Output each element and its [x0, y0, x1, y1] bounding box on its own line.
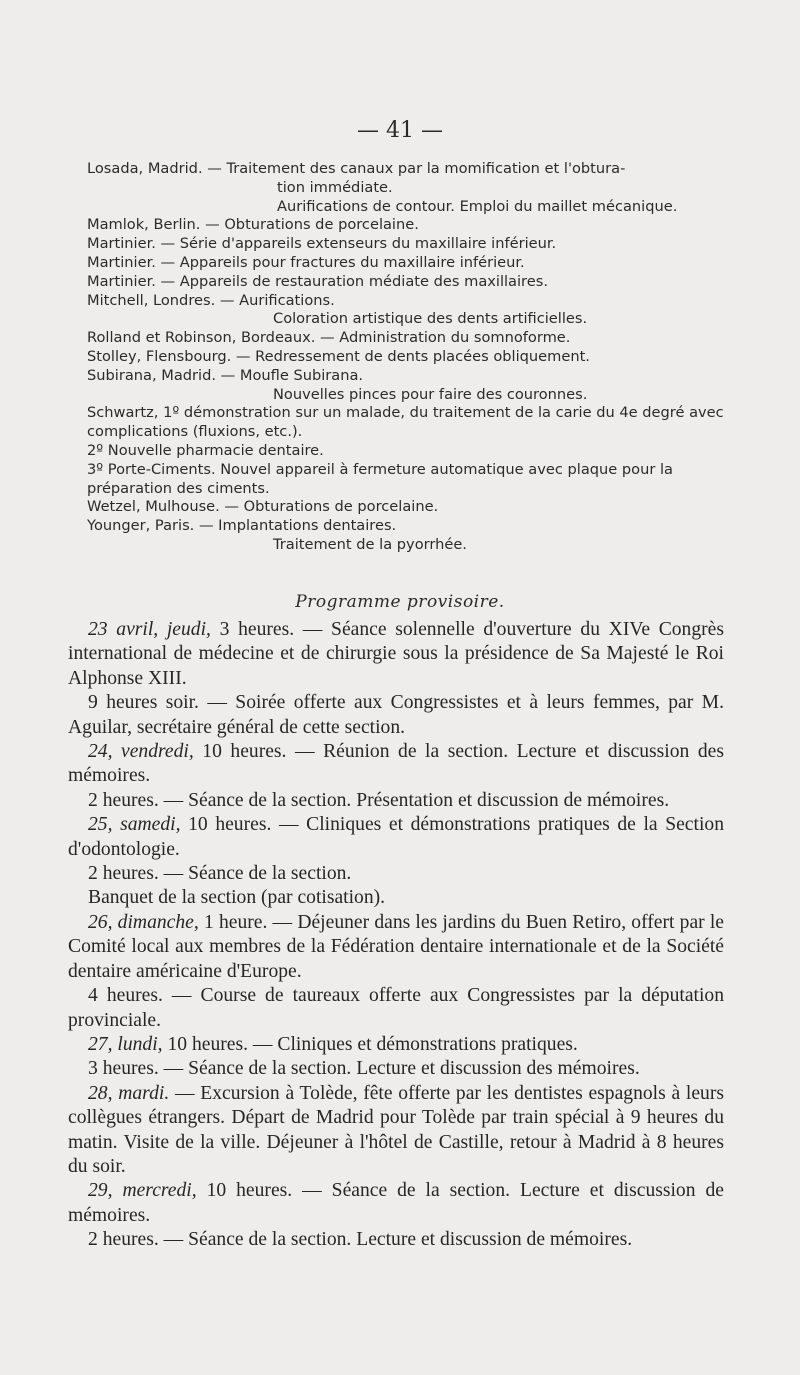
- programme-entry: [68, 618, 724, 691]
- programme-text: 10 heures. — Cliniques et démonstrations pratiques de la Section d'odontologie.: [68, 814, 724, 860]
- programme-date: 23 avril, jeudi,: [88, 619, 211, 640]
- programme-date: 29, mercredi,: [88, 1180, 197, 1202]
- exhibitor-line: Schwartz, 1º démonstration sur un malade, du traitement de la carie du 4e degré avec complications (fluxions, etc.).: [87, 404, 724, 441]
- programme-entry: [68, 813, 724, 862]
- programme-text: 4 heures. — Course de taureaux offerte aux Congressistes par la députation provinciale.: [68, 985, 724, 1031]
- exhibitor-line: Martinier. — Appareils pour fractures du maxillaire inférieur.: [87, 253, 525, 271]
- programme-text: 2 heures. — Séance de la section.: [88, 863, 352, 885]
- programme-entry: [68, 1033, 724, 1057]
- programme-text: 10 heures. — Cliniques et démonstrations pratiques.: [162, 1033, 578, 1055]
- programme-text: 3 heures. — Séance solennelle d'ouverture du XIVe Congrès international de médecine et de chirurgie sous la présidence de Sa Majesté le Roi Alphonse XIII.: [68, 619, 724, 689]
- programme-entry: [68, 1057, 724, 1081]
- exhibitor-line: Mamlok, Berlin. — Obturations de porcelaine.: [87, 216, 419, 234]
- exhibitor-line: Mitchell, Londres. — Aurifications.: [87, 291, 335, 309]
- exhibitor-line: Traitement de la pyorrhée.: [273, 535, 467, 553]
- programme-entry: [68, 862, 724, 886]
- programme-heading: Programme provisoire.: [295, 592, 505, 612]
- exhibitor-line: Martinier. — Appareils de restauration médiate des maxillaires.: [87, 272, 548, 290]
- exhibitor-line: Losada, Madrid. — Traitement des canaux par la momification et l'obtura-: [87, 160, 626, 177]
- exhibitor-line: 2º Nouvelle pharmacie dentaire.: [87, 441, 324, 459]
- exhibitor-line: Martinier. — Série d'appareils extenseurs du maxillaire inférieur.: [87, 235, 557, 253]
- programme-text: 9 heures soir. — Soirée offerte aux Congressistes et à leurs femmes, par M. Aguilar, secrétaire général de cette section.: [68, 692, 724, 738]
- exhibitor-line: Aurifications de contour. Emploi du maillet mécanique.: [277, 197, 678, 215]
- exhibitor-line: Nouvelles pinces pour faire des couronnes.: [273, 385, 588, 403]
- programme-date: 28, mardi.: [88, 1082, 170, 1104]
- programme-entry: [68, 789, 724, 813]
- programme-entry: [68, 1228, 724, 1252]
- programme-text: 1 heure. — Déjeuner dans les jardins du Buen Retiro, offert par le Comité local aux membres de la Fédération dentaire internationale et de la Société dentaire américaine d'Europe.: [68, 911, 725, 982]
- programme-list: [68, 618, 724, 1253]
- programme-text: 3 heures. — Séance de la section. Lecture et discussion des mémoires.: [88, 1058, 640, 1080]
- programme-entry: [68, 1082, 724, 1180]
- programme-date: 26, dimanche,: [88, 911, 199, 933]
- exhibitor-line: tion immédiate.: [277, 178, 393, 196]
- exhibitor-line: Wetzel, Mulhouse. — Obturations de porcelaine.: [87, 498, 439, 516]
- programme-text: — Excursion à Tolède, fête offerte par les dentistes espagnols à leurs collègues étrangers. Départ de Madrid pour Tolède par train spécial à 9 heures du matin. Visite de la ville. Déjeuner à l'hôtel de Castille, retour à Madrid à 8 heures du soir.: [68, 1082, 724, 1177]
- exhibitor-line: Stolley, Flensbourg. — Redressement de dents placées obliquement.: [87, 347, 590, 365]
- programme-entry: [68, 886, 724, 910]
- programme-text: 2 heures. — Séance de la section. Lecture et discussion de mémoires.: [88, 1229, 633, 1251]
- programme-text: 10 heures. — Réunion de la section. Lecture et discussion des mémoires.: [68, 741, 724, 787]
- programme-text: Banquet de la section (par cotisation).: [88, 887, 386, 909]
- page-number: — 41 —: [357, 118, 443, 143]
- exhibitor-line: 3º Porte-Ciments. Nouvel appareil à fermeture automatique avec plaque pour la préparation des ciments.: [87, 460, 673, 497]
- exhibitor-line: Rolland et Robinson, Bordeaux. — Administration du somnoforme.: [87, 329, 571, 347]
- programme-entry: [68, 691, 724, 740]
- exhibitor-line: Younger, Paris. — Implantations dentaires.: [87, 517, 397, 535]
- programme-text: 10 heures. — Séance de la section. Lecture et discussion de mémoires.: [68, 1180, 724, 1226]
- exhibitor-line: Subirana, Madrid. — Moufle Subirana.: [87, 366, 364, 384]
- programme-text: 2 heures. — Séance de la section. Présentation et discussion de mémoires.: [88, 789, 670, 811]
- programme-entry: [68, 984, 724, 1033]
- programme-date: 24, vendredi,: [88, 741, 194, 763]
- exhibitor-line: Coloration artistique des dents artificielles.: [273, 310, 588, 328]
- programme-entry: [68, 1179, 724, 1228]
- exhibitor-list: [87, 160, 725, 555]
- programme-date: 27, lundi,: [88, 1033, 163, 1055]
- programme-entry: [68, 911, 724, 984]
- programme-entry: [68, 740, 724, 789]
- programme-date: 25, samedi,: [88, 814, 181, 836]
